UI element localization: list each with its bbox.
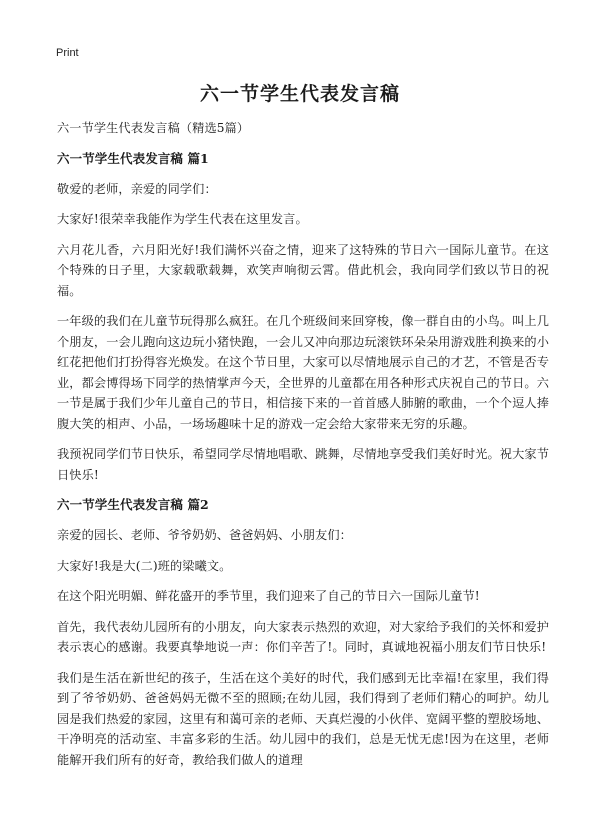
paragraph: 亲爱的园长、老师、爷爷奶奶、爸爸妈妈、小朋友们： <box>57 528 352 542</box>
section-heading-2: 六一节学生代表发言稿 篇2 <box>57 497 209 512</box>
section-heading-1: 六一节学生代表发言稿 篇1 <box>57 150 209 166</box>
document-title: 六一节学生代表发言稿 <box>199 83 400 105</box>
document-subtitle: 六一节学生代表发言稿（精选5篇） <box>57 121 250 135</box>
paragraph: 大家好!我是大(二)班的梁曦文。 <box>57 558 232 573</box>
paragraph: 敬爱的老师，亲爱的同学们： <box>57 181 217 196</box>
paragraph: 我们是生活在新世纪的孩子，生活在这个美好的时代，我们感到无比幸福!在家里，我们得到了爷爷奶奶、爸爸妈妈无微不至的照顾;在幼儿园，我们得到了老师们精心的呵护。幼儿园是我们热爱的家园，这里有和蔼可亲的老师、天真烂漫的小伙伴、宽阔平整的塑胶场地、干净明亮的活动室、丰富多彩的生活。幼儿园中的我们，总是无忧无虑!因为在这里，老师能解开我们所有的好奇，教给我们做人的道理 <box>57 670 549 767</box>
document-body <box>57 118 549 780</box>
paragraph: 一年级的我们在儿童节玩得那么疯狂。在几个班级间来回穿梭，像一群自由的小鸟。叫上几个朋友，一会儿跑向这边玩小猪快跑，一会儿又冲向那边玩滚铁环朵朵用游戏胜利换来的小红花把他们打扮得容光焕发。在这个节日里，大家可以尽情地展示自己的才艺，不管是否专业，都会博得场下同学的热情掌声今天，全世界的儿童都在用各种形式庆祝自己的节日。六一节是属于我们少年儿童自己的节日，相信接下来的一首首感人肺腑的歌曲，一个个逗人捧腹大笑的相声、小品，一场场趣味十足的游戏一定会给大家带来无穷的乐趣。 <box>57 314 549 431</box>
paragraph: 在这个阳光明媚、鲜花盛开的季节里，我们迎来了自己的节日六一国际儿童节! <box>57 589 480 603</box>
paragraph: 我预祝同学们节日快乐，希望同学尽情地唱歌、跳舞，尽情地享受我们美好时光。祝大家节日快乐! <box>57 447 549 482</box>
paragraph: 大家好!很荣幸我能作为学生代表在这里发言。 <box>57 212 308 226</box>
paragraph: 六月花儿香，六月阳光好!我们满怀兴奋之情，迎来了这特殊的节日六一国际儿童节。在这个特殊的日子里，大家载歌载舞，欢笑声响彻云霄。借此机会，我向同学们致以节日的祝福。 <box>57 242 549 298</box>
print-link[interactable]: Print <box>56 47 79 59</box>
paragraph: 首先，我代表幼儿园所有的小朋友，向大家表示热烈的欢迎，对大家给予我们的关怀和爱护表示衷心的感谢。我要真挚地说一声：你们辛苦了!。同时，真诚地祝福小朋友们节日快乐! <box>57 619 549 654</box>
